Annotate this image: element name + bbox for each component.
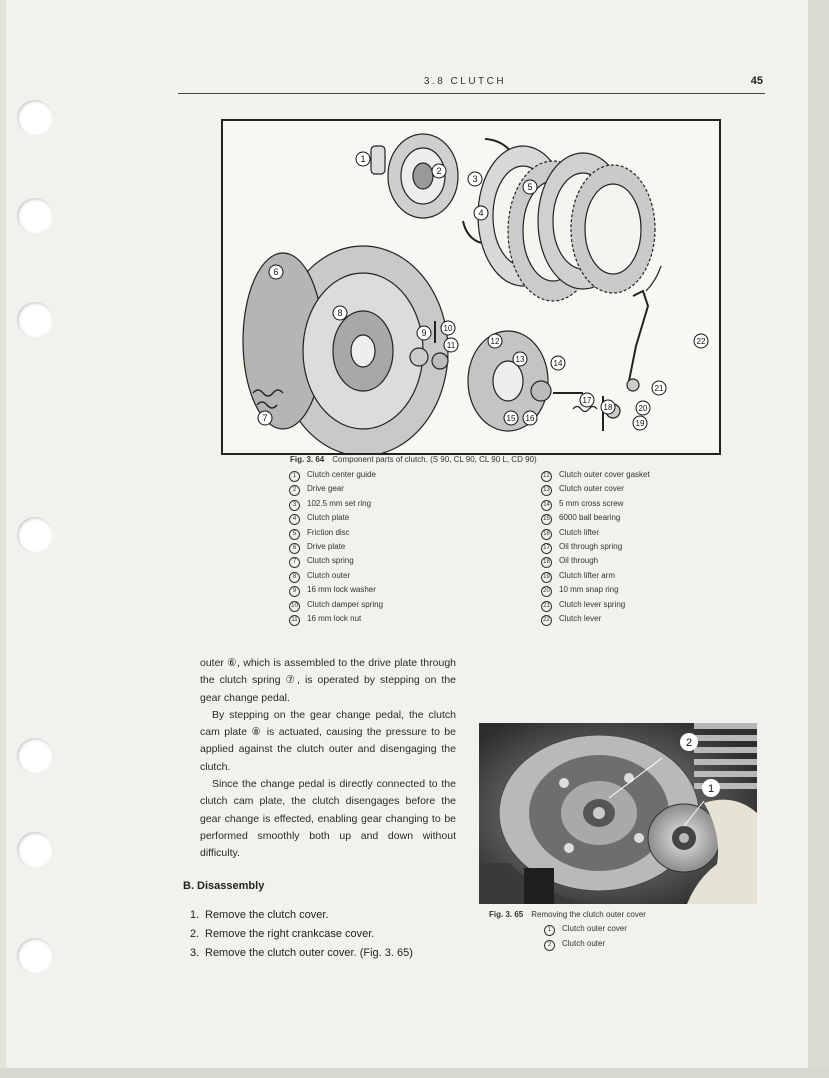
section-heading: B. Disassembly (183, 880, 265, 892)
photo-illustration (479, 723, 757, 904)
item-number: 12 (541, 471, 552, 482)
item-label: 16 mm lock nut (307, 613, 362, 623)
binder-hole (17, 198, 53, 234)
list-item (541, 511, 650, 525)
item-number: 4 (289, 514, 300, 525)
item-label: Clutch outer cover (559, 484, 624, 494)
callout-label: 5 (527, 182, 533, 192)
callout-15 (504, 411, 518, 425)
list-item (190, 944, 413, 963)
list-item (541, 569, 650, 583)
callout-11 (444, 338, 458, 352)
list-item (289, 511, 383, 525)
callout-label: 10 (443, 324, 453, 333)
callout-1 (356, 152, 370, 166)
list-item (541, 540, 650, 554)
figure-365-caption-text: Removing the clutch outer cover (531, 910, 646, 919)
callout-label: 3 (472, 174, 478, 184)
item-label: 16 mm lock washer (307, 585, 376, 595)
callout-label: 19 (635, 419, 645, 428)
item-number: 7 (289, 557, 300, 568)
binder-hole (17, 832, 53, 868)
callout-9 (417, 326, 431, 340)
callout-5 (523, 180, 537, 194)
item-number: 9 (289, 586, 300, 597)
item-number: 3 (289, 500, 300, 511)
callout-2 (432, 164, 446, 178)
item-label: Clutch damper spring (307, 599, 384, 609)
item-number: 1 (289, 471, 300, 482)
callout-label: 2 (436, 166, 442, 176)
list-item (541, 554, 650, 568)
list-item (190, 925, 413, 944)
callout-22 (694, 334, 708, 348)
step-text: Remove the clutch outer cover. (Fig. 3. 65) (205, 947, 413, 960)
callout-3 (468, 172, 482, 186)
item-label: 6000 ball bearing (559, 513, 621, 523)
callout-label: 12 (490, 337, 500, 346)
item-number: 18 (541, 557, 552, 568)
photo-callout-1 (702, 779, 720, 797)
callout-label: 6 (273, 267, 279, 277)
item-number: 1 (544, 925, 555, 936)
item-number: 6 (289, 543, 300, 554)
item-label: Clutch plate (307, 513, 350, 523)
list-item (289, 612, 383, 626)
callout-label: 7 (262, 413, 268, 423)
item-label: Clutch lever (559, 613, 602, 623)
paragraph: Since the change pedal is directly connected to the clutch cam plate, the clutch disengages before the gear change is effected, enabling gear changing to be performed smoothly both up and down without difficulty. (200, 778, 456, 860)
list-item (289, 583, 383, 597)
callout-label: 22 (696, 337, 706, 346)
callout-label: 8 (337, 308, 343, 318)
callout-6 (269, 265, 283, 279)
callout-20 (636, 401, 650, 415)
page-edge-left (0, 0, 6, 1078)
callout-14 (551, 356, 565, 370)
photo-callout-label: 1 (707, 783, 715, 795)
list-item (289, 569, 383, 583)
binder-hole (17, 738, 53, 774)
callout-label: 14 (553, 359, 563, 368)
item-number: 13 (541, 485, 552, 496)
callout-10 (441, 321, 455, 335)
item-number: 17 (541, 543, 552, 554)
callout-label: 4 (478, 208, 484, 218)
figure-364-caption-text: Component parts of clutch. (S 90, CL 90, CL 90 L, CD 90) (332, 455, 537, 464)
item-label: Clutch outer cover gasket (559, 470, 650, 479)
page-number: 45 (750, 75, 763, 87)
item-number: 15 (541, 514, 552, 525)
paragraph: By stepping on the gear change pedal, the clutch cam plate ⑧ is actuated, causing the pressure to be applied against the clutch outer and disengaging the clutch. (200, 708, 456, 773)
item-label: 102.5 mm set ring (307, 498, 372, 508)
item-label: Oil through (559, 556, 599, 566)
figure-365-caption (489, 910, 646, 919)
item-number: 16 (541, 529, 552, 540)
body-text (200, 655, 456, 863)
item-label: Oil through spring (559, 541, 623, 551)
item-number: 11 (289, 615, 300, 626)
list-item (541, 468, 650, 482)
photo-callout-2 (680, 733, 698, 751)
figure-365-label: Fig. 3. 65 (489, 910, 524, 919)
disassembly-steps (190, 906, 413, 964)
parts-list-right (541, 468, 650, 626)
item-number: 20 (541, 586, 552, 597)
page-edge-right (808, 0, 829, 1078)
item-label: 10 mm snap ring (559, 585, 619, 595)
figure-364-label: Fig. 3. 64 (290, 455, 325, 464)
list-item (289, 598, 383, 612)
step-text: Remove the clutch cover. (205, 909, 329, 921)
item-number: 19 (541, 572, 552, 583)
step-number: 3. (190, 947, 200, 960)
list-item (541, 612, 650, 626)
list-item (541, 497, 650, 511)
step-number: 1. (190, 909, 200, 921)
callout-4 (474, 206, 488, 220)
item-number: 8 (289, 572, 300, 583)
list-item (289, 468, 383, 482)
list-item (289, 482, 383, 496)
item-label: Clutch outer cover (562, 924, 627, 933)
item-number: 14 (541, 500, 552, 511)
item-label: Clutch outer (307, 570, 351, 580)
callout-19 (633, 416, 647, 430)
list-item (541, 482, 650, 496)
callout-18 (601, 400, 615, 414)
callout-17 (580, 393, 594, 407)
list-item (541, 598, 650, 612)
callout-16 (523, 411, 537, 425)
item-label: Drive plate (307, 541, 346, 551)
step-number: 2. (190, 928, 200, 941)
list-item (289, 554, 383, 568)
callout-label: 21 (654, 384, 664, 393)
list-item (289, 497, 383, 511)
item-number: 10 (289, 601, 300, 612)
callout-label: 18 (603, 403, 613, 412)
photo-callout-label: 2 (685, 737, 693, 749)
item-number: 21 (541, 601, 552, 612)
callout-12 (488, 334, 502, 348)
parts-list-left (289, 468, 383, 626)
figure-364-caption (290, 455, 537, 464)
callout-7 (258, 411, 272, 425)
binder-hole (17, 100, 53, 136)
item-label: Drive gear (307, 484, 344, 494)
list-item (541, 583, 650, 597)
binder-hole (17, 938, 53, 974)
figure-exploded-clutch (221, 119, 721, 455)
item-label: Clutch spring (307, 556, 354, 566)
callout-label: 15 (506, 414, 516, 423)
header-rule (178, 93, 765, 94)
callout-label: 13 (515, 355, 525, 364)
callout-label: 16 (525, 414, 535, 423)
item-label: 5 mm cross screw (559, 498, 624, 508)
step-text: Remove the right crankcase cover. (205, 928, 375, 941)
callout-label: 9 (421, 328, 427, 338)
list-item (289, 540, 383, 554)
paragraph: outer ⑥, which is assembled to the drive plate through the clutch spring ⑦, is operated by stepping on the gear change pedal. (200, 657, 456, 704)
callout-21 (652, 381, 666, 395)
item-number: 2 (544, 940, 555, 951)
page-edge-bottom (0, 1068, 829, 1078)
list-item (544, 937, 627, 952)
item-label: Clutch center guide (307, 470, 376, 479)
list-item (544, 922, 627, 937)
callout-label: 17 (582, 396, 592, 405)
list-item (190, 906, 413, 925)
binder-hole (17, 302, 53, 338)
list-item (289, 526, 383, 540)
callout-label: 1 (360, 154, 366, 164)
item-label: Clutch lever spring (559, 599, 626, 609)
binder-hole (17, 517, 53, 553)
callout-13 (513, 352, 527, 366)
exploded-clutch-illustration (223, 121, 719, 453)
item-number: 22 (541, 615, 552, 626)
item-number: 2 (289, 485, 300, 496)
list-item (541, 526, 650, 540)
callout-label: 11 (446, 341, 456, 350)
callout-8 (333, 306, 347, 320)
running-header-title: 3.8 CLUTCH (423, 76, 507, 87)
item-number: 5 (289, 529, 300, 540)
item-label: Clutch outer (562, 938, 606, 948)
figure-365-items (544, 922, 627, 951)
item-label: Clutch lifter (559, 527, 600, 537)
item-label: Clutch lifter arm (559, 570, 616, 580)
callout-label: 20 (638, 404, 648, 413)
item-label: Friction disc (307, 527, 350, 537)
photo-removing-clutch-outer-cover (479, 723, 757, 904)
